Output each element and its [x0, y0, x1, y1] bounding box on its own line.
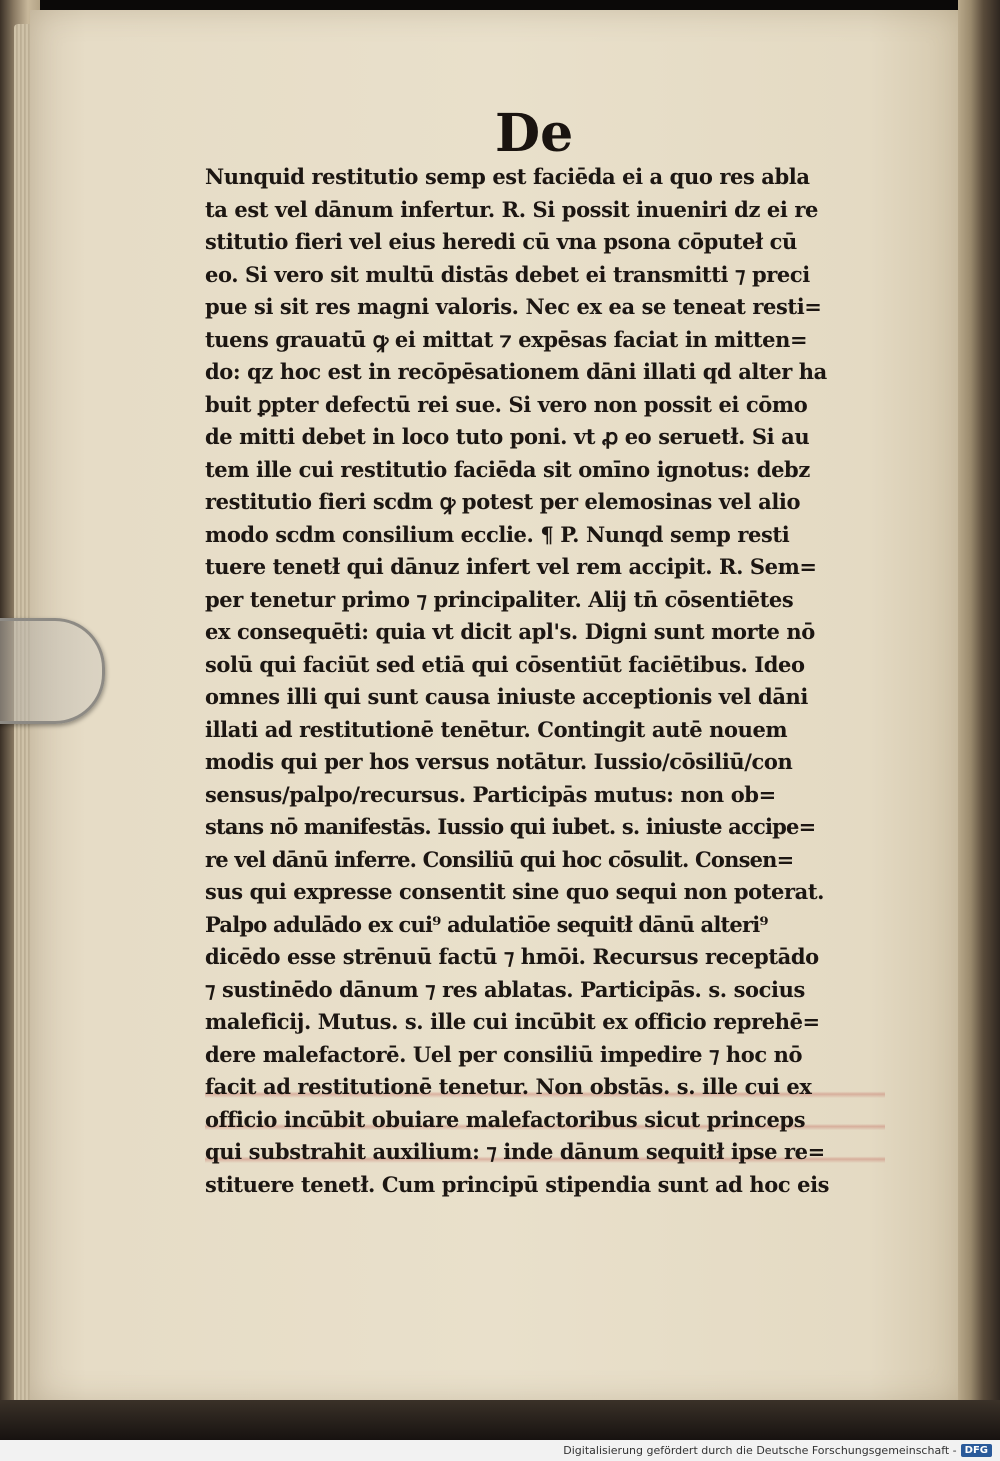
text-line: stituere tenetł. Cum principū stipendia sunt ad hoc eis: [205, 1171, 830, 1197]
text-line: stitutio fieri vel eius heredi cū vna psona cōputeł cū: [205, 229, 797, 254]
text-line: per tenetur primo ⁊ principaliter. Alij tn̄ cōsentiētes: [205, 586, 794, 612]
page-text-block: [205, 161, 885, 1201]
text-line: facit ad restitutionē tenetur. Non obstās. s. ille cui ex: [205, 1071, 885, 1104]
text-line: officio incūbit obuiare malefactoribus sicut princeps: [205, 1104, 885, 1137]
text-line: sus qui expresse consentit sine quo sequi non poterat.: [205, 879, 825, 904]
text-line: ta est vel dānum infertur. R. Si possit inueniri dz ei re: [205, 196, 818, 222]
text-line: ex consequēti: quia vt dicit apl's. Digni sunt morte nō: [205, 619, 815, 644]
text-line: omnes illi qui sunt causa iniuste acceptionis vel dāni: [205, 684, 808, 709]
text-line: qui substrahit auxilium: ⁊ inde dānum sequitł ipse re=: [205, 1136, 885, 1169]
text-line: Palpo adulādo ex cui⁹ adulatiōe sequitł dānū alteri⁹: [205, 911, 768, 937]
text-line: modo scdm consilium ecclie. ¶ P. Nunqd semp resti: [205, 521, 790, 547]
text-line: tuere tenetł qui dānuz infert vel rem accipit. R. Sem=: [205, 554, 817, 579]
text-line: buit ꝑpter defectū rei sue. Si vero non possit ei cōmo: [205, 391, 808, 417]
attribution-text: Digitalisierung gefördert durch die Deutsche Forschungsgemeinschaft -: [563, 1444, 957, 1457]
text-line: modis qui per hos versus notātur. Iussio/cōsiliū/con: [205, 749, 793, 774]
attribution-footer: [0, 1440, 1000, 1461]
text-line: dere malefactorē. Uel per consiliū impedire ⁊ hoc nō: [205, 1041, 803, 1067]
text-line: do: qz hoc est in recōpēsationem dāni illati qd alter ha: [205, 359, 827, 384]
text-line: pue si sit res magni valoris. Nec ex ea se teneat resti=: [205, 294, 822, 319]
text-line: maleficij. Mutus. s. ille cui incūbit ex officio reprehē=: [205, 1009, 820, 1034]
text-line: eo. Si vero sit multū distās debet ei transmitti ⁊ preci: [205, 261, 810, 287]
text-line: sensus/palpo/recursus. Participās mutus: non ob=: [205, 781, 776, 807]
text-line: re vel dānū inferre. Consiliū qui hoc cōsulit. Consen=: [205, 846, 794, 872]
text-line: solū qui faciūt sed etiā qui cōsentiūt faciētibus. Ideo: [205, 651, 805, 677]
text-line: ⁊ sustinēdo dānum ⁊ res ablatas. Participās. s. socius: [205, 976, 805, 1002]
dfg-logo: DFG: [961, 1444, 992, 1457]
text-line: Nunquid restitutio semp est faciēda ei a quo res abla: [205, 164, 810, 189]
text-line: de mitti debet in loco tuto poni. vt ꝓ eo seruetł. Si au: [205, 424, 810, 449]
text-line: tem ille cui restitutio faciēda sit omīno ignotus: debz: [205, 456, 810, 482]
text-line: restitutio fieri scdm ꝙ potest per elemosinas vel alio: [205, 489, 801, 514]
text-line: stans nō manifestās. Iussio qui iubet. s. iniuste accipe=: [205, 814, 816, 839]
clip-tab: [0, 618, 105, 724]
bottom-shadow: [0, 1400, 1000, 1440]
text-line: illati ad restitutionē tenētur. Contingit autē nouem: [205, 716, 788, 742]
text-line: dicēdo esse strēnuū factū ⁊ hmōi. Recursus receptādo: [205, 944, 819, 969]
text-line: tuens grauatū ꝙ ei mittat ⁊ expēsas faciat in mitten=: [205, 326, 808, 352]
page-heading: De: [495, 103, 574, 164]
book-right-edge: [958, 0, 1000, 1440]
